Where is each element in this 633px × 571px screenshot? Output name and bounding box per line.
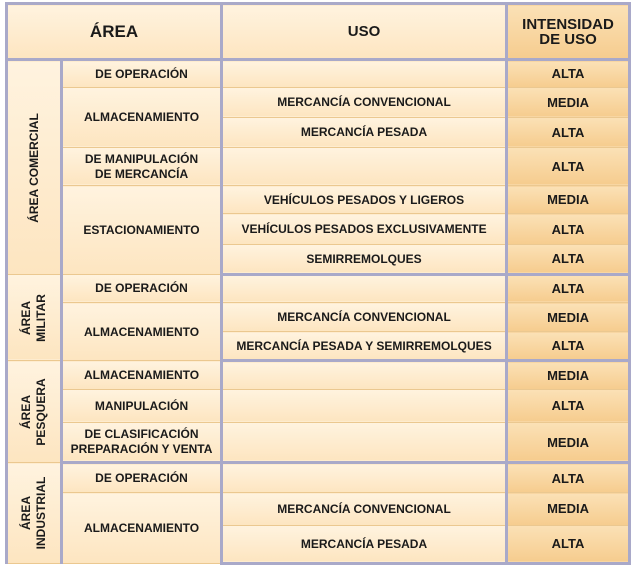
uso-cell: MERCANCÍA CONVENCIONAL [222, 493, 507, 525]
intensidad-cell: ALTA [507, 214, 630, 244]
table-row [7, 186, 630, 214]
group-label-line2: INDUSTRIAL [34, 476, 48, 550]
uso-cell [222, 274, 507, 302]
group-label-industrial [7, 463, 62, 564]
area-use-intensity-table [5, 2, 631, 565]
sub-area-cell: DE OPERACIÓN [62, 60, 222, 87]
group-label-line1: ÁREA [19, 300, 33, 335]
sub-area-cell: ALMACENAMIENTO [62, 87, 222, 147]
sub-area-line1: DE CLASIFICACIÓN [84, 427, 199, 441]
group-label-line2: PESQUERA [34, 378, 48, 446]
sub-area-cell: ESTACIONAMIENTO [62, 186, 222, 275]
header-intensidad [507, 4, 630, 60]
group-label-militar [7, 274, 62, 361]
uso-cell [222, 389, 507, 422]
intensidad-cell: ALTA [507, 60, 630, 87]
sub-area-cell: MANIPULACIÓN [62, 389, 222, 422]
intensidad-cell: ALTA [507, 332, 630, 361]
uso-cell: VEHÍCULOS PESADOS Y LIGEROS [222, 186, 507, 214]
sub-area-cell [62, 147, 222, 185]
table-row [7, 274, 630, 302]
uso-cell [222, 422, 507, 462]
table-row [7, 422, 630, 462]
uso-cell: VEHÍCULOS PESADOS EXCLUSIVAMENTE [222, 214, 507, 244]
uso-cell: MERCANCÍA PESADA [222, 525, 507, 563]
sub-area-line2: DE MERCANCÍA [94, 166, 189, 181]
group-label-text [19, 294, 49, 342]
table-row [7, 361, 630, 389]
header-row [7, 4, 630, 60]
sub-area-cell: ALMACENAMIENTO [62, 493, 222, 564]
uso-cell [222, 463, 507, 493]
table-row [7, 147, 630, 185]
sub-area-cell: DE OPERACIÓN [62, 463, 222, 493]
uso-cell: MERCANCÍA PESADA [222, 117, 507, 147]
sub-area-cell: ALMACENAMIENTO [62, 303, 222, 361]
intensidad-cell: ALTA [507, 117, 630, 147]
group-label-line1: ÁREA [19, 394, 33, 429]
sub-area-line2: PREPARACIÓN Y VENTA [70, 442, 213, 456]
intensidad-cell: MEDIA [507, 361, 630, 389]
table-row [7, 389, 630, 422]
uso-cell: MERCANCÍA CONVENCIONAL [222, 303, 507, 332]
intensidad-cell: ALTA [507, 463, 630, 493]
sub-area-line1: DE MANIPULACIÓN [84, 151, 199, 166]
group-label-text [19, 477, 49, 550]
intensidad-cell: ALTA [507, 389, 630, 422]
intensidad-cell: MEDIA [507, 493, 630, 525]
intensidad-cell: MEDIA [507, 87, 630, 117]
uso-cell: SEMIRREMOLQUES [222, 244, 507, 274]
group-label-pesquera [7, 361, 62, 463]
intensidad-cell: ALTA [507, 274, 630, 302]
header-intensidad-line2: DE USO [539, 30, 597, 48]
table-row [7, 463, 630, 493]
sub-area-cell: ALMACENAMIENTO [62, 361, 222, 389]
intensidad-cell: ALTA [507, 244, 630, 274]
table-row [7, 87, 630, 117]
header-intensidad-line1: INTENSIDAD [522, 15, 614, 33]
intensidad-cell: MEDIA [507, 303, 630, 332]
table-row [7, 303, 630, 332]
uso-cell [222, 60, 507, 87]
sub-area-cell [62, 422, 222, 462]
intensidad-cell: ALTA [507, 525, 630, 563]
intensidad-cell: ALTA [507, 147, 630, 185]
uso-cell: MERCANCÍA PESADA Y SEMIRREMOLQUES [222, 332, 507, 361]
intensidad-cell: MEDIA [507, 186, 630, 214]
sub-area-cell: DE OPERACIÓN [62, 274, 222, 302]
header-uso: USO [222, 4, 507, 60]
group-label-line1: ÁREA [19, 496, 33, 531]
group-label-text: ÁREA COMERCIAL [27, 112, 41, 223]
intensidad-cell: MEDIA [507, 422, 630, 462]
group-label-comercial [7, 60, 62, 274]
group-label-text [19, 378, 49, 445]
uso-cell [222, 361, 507, 389]
header-area: ÁREA [7, 4, 222, 60]
uso-cell: MERCANCÍA CONVENCIONAL [222, 87, 507, 117]
uso-cell [222, 147, 507, 185]
table-row [7, 60, 630, 87]
group-label-line2: MILITAR [34, 293, 48, 342]
table-row [7, 493, 630, 525]
